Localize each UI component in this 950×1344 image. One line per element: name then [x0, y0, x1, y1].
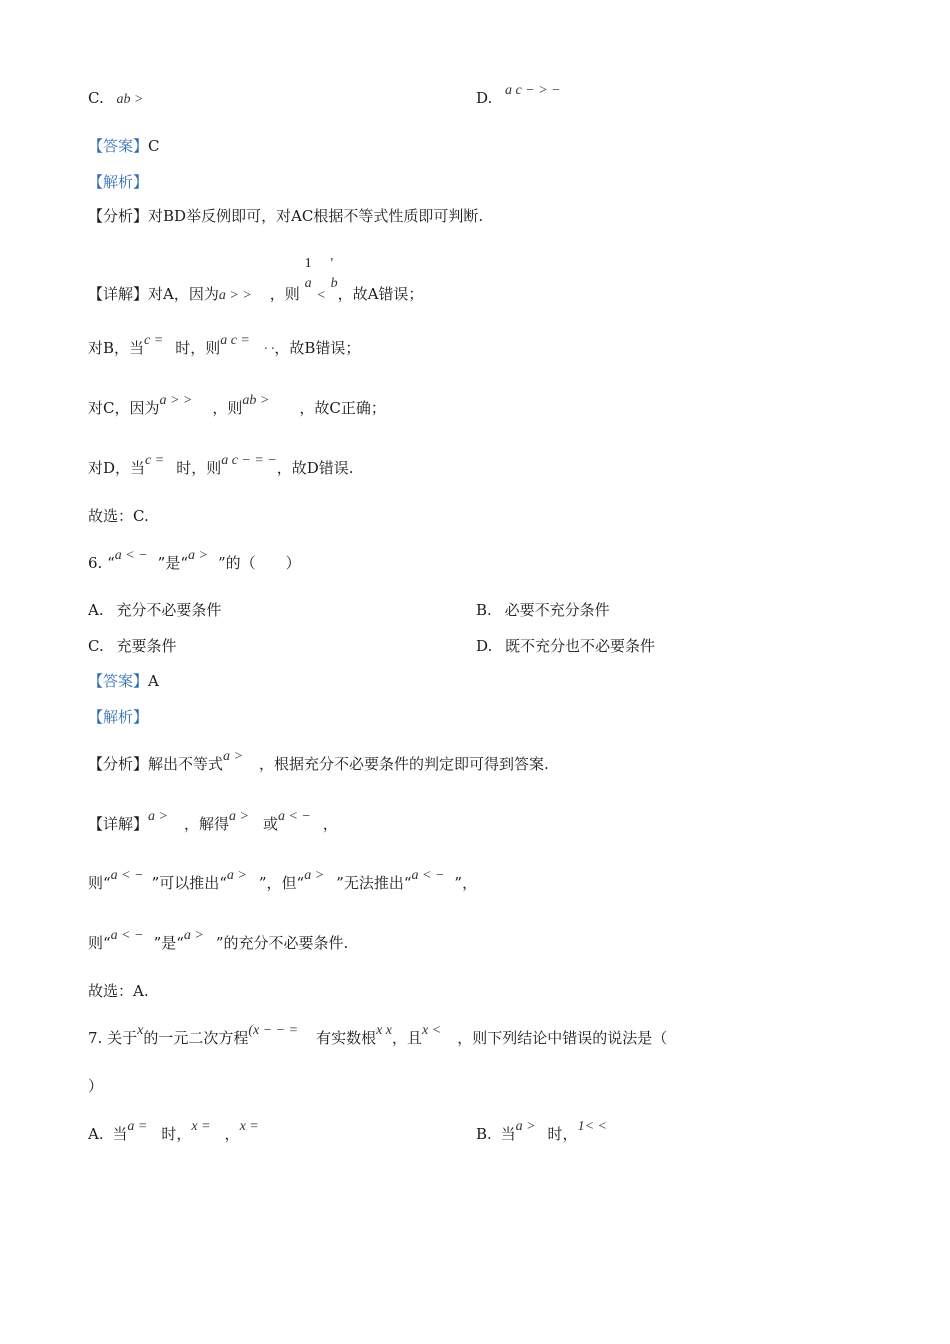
answer-tag: 【答案】 — [88, 137, 149, 155]
text: ，故A错误； — [337, 285, 424, 303]
q5-detail-c — [88, 393, 386, 420]
text: “ — [107, 554, 115, 572]
math-expression: x = — [239, 1119, 259, 1134]
text: 当 — [500, 1125, 516, 1143]
q6-option-c — [88, 636, 177, 656]
q5-option-c — [88, 88, 143, 110]
math-expression: a < − — [277, 809, 311, 824]
fraction — [305, 254, 312, 294]
text: ”， — [454, 874, 478, 892]
xiangjie-tag: 【详解】 — [88, 815, 149, 833]
question-number: 6. — [88, 554, 103, 572]
analysis-tag: 【解析】 — [88, 708, 149, 726]
text: 时， — [547, 1125, 578, 1143]
math-expression: a > — [188, 548, 208, 563]
text: ，故D错误. — [276, 459, 354, 477]
fenxi-tag: 【分析】 — [88, 755, 149, 773]
math-expression: a < − — [411, 868, 445, 883]
q6-detail-2 — [88, 868, 478, 895]
option-text: 必要不充分条件 — [504, 601, 610, 619]
denominator: a — [304, 276, 312, 291]
math-expression: a > — [223, 749, 243, 764]
q6-fenxi — [88, 749, 549, 776]
math-expression: (x − − = — [248, 1023, 299, 1038]
xiangjie-tag: 【详解】 — [88, 285, 149, 303]
text: ”的充分不必要条件. — [215, 934, 349, 952]
text: ”是“ — [153, 934, 184, 952]
math-expression: a > > — [159, 393, 193, 408]
q6-option-b — [476, 600, 610, 620]
option-text: 充分不必要条件 — [116, 601, 222, 619]
math-expression: ab > — [242, 393, 270, 408]
numerator: ' — [330, 256, 334, 271]
option-label: A. — [88, 601, 104, 619]
q5-answer — [88, 136, 160, 156]
q5-detail-a — [88, 256, 424, 306]
option-label: C. — [88, 89, 104, 107]
q5-conclusion: 故选：C. — [88, 507, 149, 525]
text: ”的（ ） — [217, 554, 301, 572]
text: 对A，因为 — [148, 285, 219, 303]
denominator: b — [330, 276, 338, 291]
answer-value: A — [148, 672, 159, 690]
text: 时，则 — [176, 459, 222, 477]
text: ，故C正确； — [299, 399, 386, 417]
text: ”无法推出“ — [336, 874, 412, 892]
q5-detail-b — [88, 333, 361, 360]
math-expression: a > — [515, 1119, 536, 1134]
q6-conclusion: 故选：A. — [88, 982, 149, 1000]
q5-analysis-heading — [88, 172, 148, 192]
math-expression: a > — [183, 928, 204, 943]
text: 对D，当 — [88, 459, 146, 477]
text: ，且 — [392, 1029, 423, 1047]
text: 时，则 — [175, 339, 221, 357]
math-expression: · · — [263, 342, 275, 357]
text: 时， — [161, 1125, 192, 1143]
q5-option-d — [476, 83, 561, 110]
text: ”可以推出“ — [151, 874, 227, 892]
math-expression: a < − — [110, 868, 144, 883]
answer-tag: 【答案】 — [88, 672, 149, 690]
q7-stem — [88, 1023, 668, 1050]
math-expression: a < − — [110, 928, 144, 943]
text: ，解得 — [183, 815, 229, 833]
text: ，则下列结论中错误的说法是（ — [457, 1029, 668, 1047]
math-expression: a c − = − — [221, 453, 277, 468]
fenxi-text: 对BD举反例即可，对AC根据不等式性质即可判断. — [148, 207, 484, 225]
option-label: C. — [88, 637, 104, 655]
option-label: B. — [476, 601, 492, 619]
q6-analysis-heading — [88, 707, 148, 727]
text: 对C，因为 — [88, 399, 160, 417]
math-expression: c = — [145, 453, 165, 468]
option-text: 既不充分也不必要条件 — [505, 637, 656, 655]
math-expression: a < − — [114, 548, 148, 563]
q7-option-a — [88, 1119, 259, 1146]
q5-fenxi — [88, 206, 483, 226]
q6-option-d — [476, 636, 655, 656]
text: ，则 — [212, 399, 243, 417]
math-expression: a > > — [218, 288, 252, 303]
question-number: 7. — [88, 1029, 103, 1047]
math-expression: c = — [144, 333, 164, 348]
q7-stem-close: ） — [88, 1077, 104, 1095]
fraction — [331, 254, 338, 294]
text: ，根据充分不必要条件的判定即可得到答案. — [258, 755, 549, 773]
option-label: B. — [476, 1125, 492, 1143]
math-expression: a > — [228, 809, 249, 824]
option-label: A. — [88, 1125, 104, 1143]
math-expression: x = — [191, 1119, 211, 1134]
text: 或 — [262, 815, 278, 833]
q6-detail-3 — [88, 928, 349, 955]
option-label: D. — [476, 637, 493, 655]
text: ”，但“ — [258, 874, 305, 892]
text: 关于 — [107, 1029, 138, 1047]
answer-value: C — [148, 137, 160, 155]
fenxi-tag: 【分析】 — [88, 207, 149, 225]
math-expression: a > — [226, 868, 247, 883]
math-expression: a > — [304, 868, 325, 883]
math-expression: x x — [376, 1023, 393, 1038]
q6-stem — [88, 548, 301, 575]
math-expression: a c = — [220, 333, 250, 348]
text: ， — [322, 815, 338, 833]
option-text: 充要条件 — [116, 637, 177, 655]
text: 解出不等式 — [148, 755, 224, 773]
math-expression: 1< < — [577, 1119, 607, 1134]
text: 对B，当 — [88, 339, 145, 357]
text: 的一元二次方程 — [143, 1029, 249, 1047]
q6-answer — [88, 671, 159, 691]
text: 当 — [112, 1125, 128, 1143]
q7-option-b — [476, 1119, 607, 1146]
math-expression: a = — [127, 1119, 148, 1134]
math-expression: a c − > − — [505, 83, 561, 98]
text: 则“ — [88, 934, 111, 952]
q5-detail-d — [88, 453, 354, 480]
math-expression: x — [137, 1023, 144, 1038]
text: 则“ — [88, 874, 111, 892]
math-expression: ab > — [116, 92, 144, 107]
q6-detail-1 — [88, 809, 338, 836]
text: ，则 — [269, 285, 300, 303]
text: ， — [224, 1125, 240, 1143]
math-expression: a > — [148, 809, 168, 824]
text: ”是“ — [157, 554, 189, 572]
option-label: D. — [476, 89, 493, 107]
text: ，故B错误； — [274, 339, 361, 357]
math-expression: < — [316, 288, 326, 303]
math-expression: x < — [422, 1023, 442, 1038]
text: 有实数根 — [316, 1029, 377, 1047]
numerator: 1 — [304, 256, 312, 271]
analysis-tag: 【解析】 — [88, 173, 149, 191]
q6-option-a — [88, 600, 221, 620]
